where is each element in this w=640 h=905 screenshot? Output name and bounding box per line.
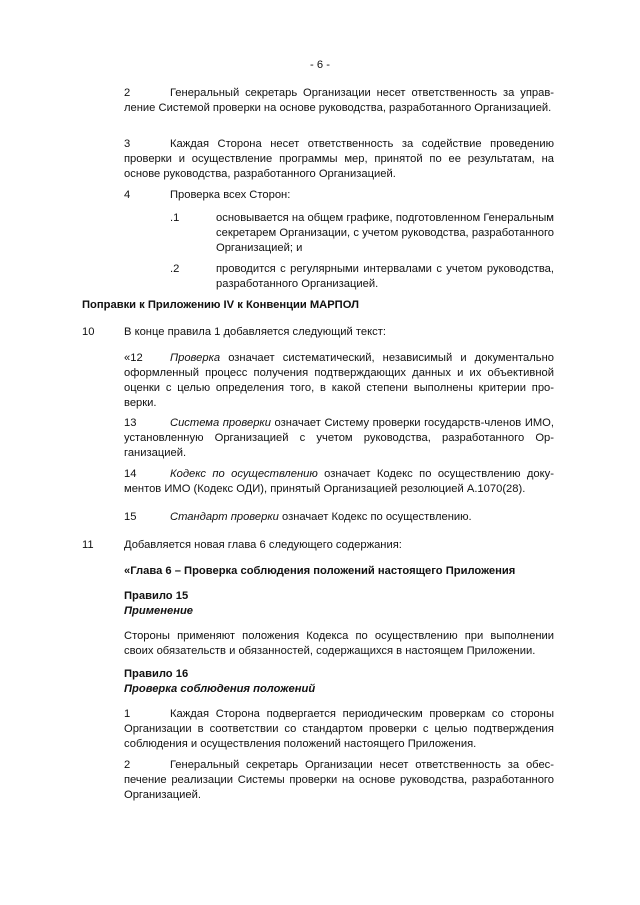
definition-number: «12	[124, 352, 143, 364]
definition-text: означает систематический, независимый и документально оформленный процесс получения подтверждающих данных и их объективной оценки с целью определения того, в какой степени выполнены критерии проверки.	[124, 352, 554, 409]
rule-title: Правило 15	[124, 590, 189, 602]
rule-text: Стороны применяют положения Кодекса по осуществлению при выполнении своих обязательств и обязанностей, содержащихся в настоящем Приложении.	[124, 630, 554, 657]
section-heading: Поправки к Приложению IV к Конвенции МАРПОЛ	[82, 299, 359, 311]
definition	[124, 351, 554, 411]
paragraph	[124, 758, 554, 803]
paragraph	[124, 137, 554, 182]
definition-text: означает Кодекс по осуществлению документов ИМО (Кодекс ОДИ), принятый Организацией резолюцией A.1070(28).	[124, 468, 554, 495]
paragraph-text: Каждая Сторона подвергается периодическим проверкам со стороны Организации в соответствии со стандартом проверки с целью подтверждения соблюдения и осуществления положений настоящего Приложения.	[124, 708, 554, 750]
paragraph	[124, 86, 554, 116]
subitem-text: основывается на общем графике, подготовленном Генеральным секретарем Организации, с учетом руководства, разработанного Организацией; и	[216, 212, 554, 254]
paragraph-number: 1	[124, 708, 131, 720]
rule-subtitle: Применение	[124, 605, 194, 617]
rule-title: Правило 16	[124, 668, 189, 680]
chapter-heading: «Глава 6 – Проверка соблюдения положений настоящего Приложения	[124, 565, 516, 577]
definition-term: Проверка	[170, 352, 221, 364]
paragraph-text: Генеральный секретарь Организации несет ответственность за управление Системой проверки на основе руководства, разработанного Организацией.	[124, 87, 554, 114]
definition	[124, 416, 554, 461]
definition	[124, 510, 554, 525]
page-number: - 6 -	[310, 59, 330, 71]
paragraph-text: Генеральный секретарь Организации несет ответственность за обеспечение реализации Системы проверки на основе руководства, разработанного Организацией.	[124, 759, 554, 801]
item-text: В конце правила 1 добавляется следующий текст:	[124, 326, 386, 338]
rule-subtitle: Проверка соблюдения положений	[124, 683, 316, 695]
definition-text: означает Систему проверки государств-членов ИМО, установленную Организацией с учетом руководства, разработанного Организацией.	[124, 417, 554, 459]
paragraph-number: 2	[124, 759, 131, 771]
definition-term: Система проверки	[170, 417, 271, 429]
subitem-number: .2	[170, 263, 180, 275]
item-number: 10	[82, 326, 95, 338]
paragraph-text: Проверка всех Сторон:	[170, 189, 291, 201]
definition-term: Стандарт проверки	[170, 511, 279, 523]
paragraph-text: Каждая Сторона несет ответственность за содействие проведению проверки и осуществление программы мер, принятой по ее результатам, на основе руководства, разработанного Организацией.	[124, 138, 554, 180]
definition-term: Кодекс по осуществлению	[170, 468, 318, 480]
paragraph-number: 2	[124, 87, 131, 99]
paragraph-number: 4	[124, 189, 131, 201]
definition-number: 15	[124, 511, 137, 523]
item-number: 11	[82, 539, 94, 551]
definition-number: 14	[124, 468, 137, 480]
subitem-text: проводится с регулярными интервалами с учетом руководства, разработанного Организацией.	[216, 263, 554, 290]
definition-text: означает Кодекс по осуществлению.	[278, 511, 472, 523]
paragraph	[124, 707, 554, 752]
definition-number: 13	[124, 417, 137, 429]
item-text: Добавляется новая глава 6 следующего содержания:	[124, 539, 402, 551]
definition	[124, 467, 554, 497]
subitem-number: .1	[170, 212, 180, 224]
paragraph-number: 3	[124, 138, 131, 150]
